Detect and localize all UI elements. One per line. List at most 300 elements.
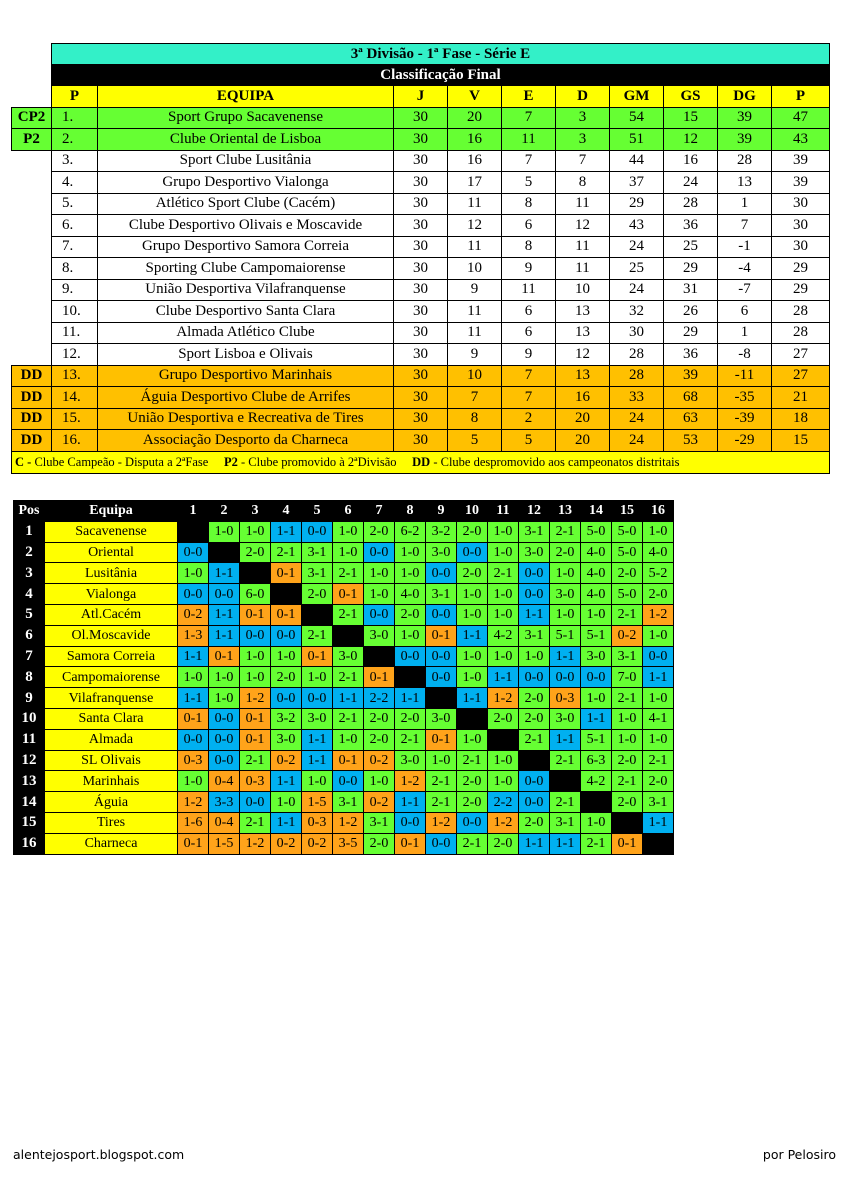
match-score: 4-1 xyxy=(643,708,674,729)
stat-played: 30 xyxy=(394,150,448,172)
team-name: União Desportiva e Recreativa de Tires xyxy=(98,408,394,430)
stat-wins: 9 xyxy=(448,344,502,366)
stat-goal-difference: 6 xyxy=(718,301,772,323)
match-score: 2-0 xyxy=(643,771,674,792)
standings-title: 3ª Divisão - 1ª Fase - Série E xyxy=(52,44,830,65)
results-row-number: 5 xyxy=(14,604,45,625)
match-score: 2-1 xyxy=(488,563,519,584)
results-column-header: 12 xyxy=(519,501,550,522)
match-score: 1-0 xyxy=(333,729,364,750)
stat-goals-for: 28 xyxy=(610,344,664,366)
stat-losses: 13 xyxy=(556,322,610,344)
stat-losses: 20 xyxy=(556,430,610,452)
match-score: 2-1 xyxy=(581,833,612,854)
match-score: 1-0 xyxy=(488,750,519,771)
results-row xyxy=(14,750,674,771)
stat-played: 30 xyxy=(394,236,448,258)
header-goals-against: GS xyxy=(664,86,718,108)
match-blank xyxy=(364,646,395,667)
match-score: 0-1 xyxy=(240,729,271,750)
match-score: 0-2 xyxy=(364,750,395,771)
match-score: 0-0 xyxy=(240,792,271,813)
stat-points: 21 xyxy=(772,387,830,409)
stat-goal-difference: 28 xyxy=(718,150,772,172)
results-team-name: Oriental xyxy=(45,542,178,563)
match-score: 4-0 xyxy=(581,584,612,605)
match-score: 3-0 xyxy=(302,708,333,729)
team-position: 8. xyxy=(52,258,98,280)
stat-wins: 8 xyxy=(448,408,502,430)
team-position: 13. xyxy=(52,365,98,387)
team-position: 4. xyxy=(52,172,98,194)
match-score: 1-1 xyxy=(457,688,488,709)
match-score: 1-0 xyxy=(395,563,426,584)
match-score: 1-0 xyxy=(612,729,643,750)
team-name: Grupo Desportivo Vialonga xyxy=(98,172,394,194)
match-score: 3-0 xyxy=(550,584,581,605)
match-score: 1-0 xyxy=(581,812,612,833)
results-row-number: 1 xyxy=(14,521,45,542)
stat-goals-for: 32 xyxy=(610,301,664,323)
match-score: 2-1 xyxy=(457,750,488,771)
match-score: 0-0 xyxy=(395,812,426,833)
stat-wins: 16 xyxy=(448,129,502,151)
match-blank xyxy=(333,625,364,646)
match-score: 2-0 xyxy=(519,688,550,709)
match-score: 5-0 xyxy=(612,542,643,563)
match-score: 0-1 xyxy=(240,604,271,625)
match-score: 1-2 xyxy=(240,688,271,709)
results-column-header: 8 xyxy=(395,501,426,522)
match-score: 3-0 xyxy=(550,708,581,729)
stat-points: 29 xyxy=(772,258,830,280)
match-score: 1-1 xyxy=(178,646,209,667)
results-row xyxy=(14,667,674,688)
stat-draws: 7 xyxy=(502,150,556,172)
standings-legend-row xyxy=(12,451,830,473)
match-score: 3-1 xyxy=(519,521,550,542)
match-score: 5-2 xyxy=(643,563,674,584)
match-score: 3-0 xyxy=(581,646,612,667)
match-score: 3-0 xyxy=(271,729,302,750)
results-column-header: 3 xyxy=(240,501,271,522)
stat-wins: 5 xyxy=(448,430,502,452)
match-score: 2-0 xyxy=(457,771,488,792)
stat-wins: 20 xyxy=(448,107,502,129)
stat-points: 29 xyxy=(772,279,830,301)
results-team-name: Santa Clara xyxy=(45,708,178,729)
match-score: 1-0 xyxy=(209,521,240,542)
results-column-header: 6 xyxy=(333,501,364,522)
stat-goal-difference: -39 xyxy=(718,408,772,430)
results-row xyxy=(14,688,674,709)
status-badge: DD xyxy=(12,430,52,452)
match-score: 2-1 xyxy=(519,729,550,750)
match-score: 1-2 xyxy=(426,812,457,833)
standings-row xyxy=(12,193,830,215)
match-score: 0-2 xyxy=(271,833,302,854)
match-score: 5-0 xyxy=(612,521,643,542)
stat-wins: 11 xyxy=(448,236,502,258)
match-score: 1-0 xyxy=(364,771,395,792)
stat-goals-for: 54 xyxy=(610,107,664,129)
legend-spacer xyxy=(208,455,224,469)
match-score: 0-0 xyxy=(302,521,333,542)
stat-wins: 10 xyxy=(448,365,502,387)
stat-draws: 5 xyxy=(502,430,556,452)
stat-losses: 3 xyxy=(556,129,610,151)
match-score: 2-0 xyxy=(643,584,674,605)
match-score: 2-1 xyxy=(550,750,581,771)
match-score: 1-1 xyxy=(271,521,302,542)
stat-played: 30 xyxy=(394,279,448,301)
team-position: 10. xyxy=(52,301,98,323)
match-score: 1-1 xyxy=(457,625,488,646)
match-score: 3-2 xyxy=(271,708,302,729)
match-score: 1-5 xyxy=(302,792,333,813)
match-blank xyxy=(240,563,271,584)
stat-goals-for: 25 xyxy=(610,258,664,280)
standings-row xyxy=(12,107,830,129)
stat-wins: 10 xyxy=(448,258,502,280)
stat-draws: 7 xyxy=(502,107,556,129)
match-score: 1-0 xyxy=(178,771,209,792)
results-team-name: Vialonga xyxy=(45,584,178,605)
match-score: 0-2 xyxy=(178,604,209,625)
match-score: 0-3 xyxy=(178,750,209,771)
stat-played: 30 xyxy=(394,322,448,344)
stat-goals-against: 68 xyxy=(664,387,718,409)
results-team-name: Tires xyxy=(45,812,178,833)
match-score: 0-0 xyxy=(209,750,240,771)
standings-row xyxy=(12,408,830,430)
stat-points: 39 xyxy=(772,172,830,194)
match-score: 2-0 xyxy=(302,584,333,605)
match-score: 1-0 xyxy=(457,667,488,688)
team-name: Clube Desportivo Santa Clara xyxy=(98,301,394,323)
match-score: 1-1 xyxy=(581,708,612,729)
match-score: 4-0 xyxy=(395,584,426,605)
stat-goals-for: 44 xyxy=(610,150,664,172)
match-score: 1-2 xyxy=(178,792,209,813)
stat-draws: 11 xyxy=(502,129,556,151)
stat-points: 27 xyxy=(772,365,830,387)
match-score: 0-0 xyxy=(519,792,550,813)
stat-goal-difference: 1 xyxy=(718,193,772,215)
match-score: 3-0 xyxy=(364,625,395,646)
stat-wins: 11 xyxy=(448,193,502,215)
team-name: Sport Clube Lusitânia xyxy=(98,150,394,172)
team-position: 9. xyxy=(52,279,98,301)
match-score: 1-1 xyxy=(643,667,674,688)
match-score: 1-1 xyxy=(643,812,674,833)
stat-goal-difference: -11 xyxy=(718,365,772,387)
stat-goals-against: 63 xyxy=(664,408,718,430)
stat-points: 28 xyxy=(772,322,830,344)
stat-draws: 6 xyxy=(502,301,556,323)
match-score: 2-1 xyxy=(643,750,674,771)
match-score: 2-0 xyxy=(457,521,488,542)
match-score: 0-3 xyxy=(240,771,271,792)
match-score: 6-2 xyxy=(395,521,426,542)
match-score: 1-1 xyxy=(333,688,364,709)
match-score: 1-0 xyxy=(643,521,674,542)
team-name: Grupo Desportivo Marinhais xyxy=(98,365,394,387)
match-score: 1-0 xyxy=(302,771,333,792)
results-team-name: Lusitânia xyxy=(45,563,178,584)
stat-goals-against: 53 xyxy=(664,430,718,452)
stat-goals-against: 29 xyxy=(664,258,718,280)
stat-played: 30 xyxy=(394,344,448,366)
legend-code: DD xyxy=(412,454,431,469)
standings-subtitle: Classificação Final xyxy=(52,65,830,86)
match-score: 0-2 xyxy=(364,792,395,813)
match-score: 3-1 xyxy=(302,542,333,563)
stat-goals-for: 51 xyxy=(610,129,664,151)
match-score: 0-0 xyxy=(643,646,674,667)
stat-draws: 7 xyxy=(502,387,556,409)
match-score: 2-0 xyxy=(488,708,519,729)
match-blank xyxy=(488,729,519,750)
match-blank xyxy=(395,667,426,688)
results-row xyxy=(14,833,674,854)
stat-draws: 9 xyxy=(502,344,556,366)
stat-draws: 7 xyxy=(502,365,556,387)
stat-losses: 10 xyxy=(556,279,610,301)
match-score: 2-1 xyxy=(395,729,426,750)
results-row xyxy=(14,521,674,542)
stat-goal-difference: -35 xyxy=(718,387,772,409)
legend-code: C - xyxy=(15,454,32,469)
footer-site: alentejosport.blogspot.com xyxy=(13,1147,185,1162)
match-score: 0-1 xyxy=(333,584,364,605)
results-header-pos: Pos xyxy=(14,501,45,522)
team-position: 3. xyxy=(52,150,98,172)
match-score: 0-0 xyxy=(302,688,333,709)
stat-goal-difference: -29 xyxy=(718,430,772,452)
status-badge-empty xyxy=(12,279,52,301)
match-score: 1-1 xyxy=(271,771,302,792)
status-badge-empty xyxy=(12,258,52,280)
match-score: 0-1 xyxy=(426,729,457,750)
match-score: 6-0 xyxy=(240,584,271,605)
results-row xyxy=(14,792,674,813)
status-badge: CP2 xyxy=(12,107,52,129)
match-score: 1-0 xyxy=(395,625,426,646)
match-score: 2-1 xyxy=(240,812,271,833)
stat-goal-difference: 13 xyxy=(718,172,772,194)
match-score: 2-1 xyxy=(333,563,364,584)
status-badge: P2 xyxy=(12,129,52,151)
stat-wins: 16 xyxy=(448,150,502,172)
team-name: Sport Grupo Sacavenense xyxy=(98,107,394,129)
status-badge-empty xyxy=(12,193,52,215)
match-score: 2-1 xyxy=(333,708,364,729)
match-score: 5-1 xyxy=(581,729,612,750)
match-score: 2-0 xyxy=(457,792,488,813)
results-row-number: 13 xyxy=(14,771,45,792)
match-score: 4-0 xyxy=(581,563,612,584)
stat-goals-against: 24 xyxy=(664,172,718,194)
match-score: 1-0 xyxy=(240,521,271,542)
match-score: 2-0 xyxy=(364,708,395,729)
status-badge-empty xyxy=(12,344,52,366)
match-score: 1-1 xyxy=(178,688,209,709)
status-badge-empty xyxy=(12,301,52,323)
stat-goals-for: 29 xyxy=(610,193,664,215)
stat-goal-difference: 7 xyxy=(718,215,772,237)
match-score: 1-0 xyxy=(457,646,488,667)
stat-played: 30 xyxy=(394,387,448,409)
match-blank xyxy=(519,750,550,771)
match-score: 0-3 xyxy=(302,812,333,833)
header-losses: D xyxy=(556,86,610,108)
results-column-header: 5 xyxy=(302,501,333,522)
team-position: 14. xyxy=(52,387,98,409)
results-team-name: Marinhais xyxy=(45,771,178,792)
stat-goals-for: 24 xyxy=(610,408,664,430)
results-row-number: 2 xyxy=(14,542,45,563)
team-name: Atlético Sport Clube (Cacém) xyxy=(98,193,394,215)
match-score: 0-0 xyxy=(519,584,550,605)
team-position: 11. xyxy=(52,322,98,344)
stat-draws: 9 xyxy=(502,258,556,280)
match-score: 0-0 xyxy=(457,812,488,833)
match-score: 5-0 xyxy=(581,521,612,542)
stat-draws: 6 xyxy=(502,322,556,344)
match-score: 0-2 xyxy=(271,750,302,771)
standings-row xyxy=(12,172,830,194)
match-score: 0-0 xyxy=(209,708,240,729)
team-name: Sport Lisboa e Olivais xyxy=(98,344,394,366)
stat-points: 30 xyxy=(772,236,830,258)
results-matrix xyxy=(13,500,674,855)
team-name: Grupo Desportivo Samora Correia xyxy=(98,236,394,258)
results-column-header: 10 xyxy=(457,501,488,522)
results-row-number: 4 xyxy=(14,584,45,605)
match-score: 3-1 xyxy=(612,646,643,667)
stat-goals-against: 26 xyxy=(664,301,718,323)
match-score: 1-2 xyxy=(643,604,674,625)
stat-goals-for: 33 xyxy=(610,387,664,409)
match-score: 5-0 xyxy=(612,584,643,605)
standings-row xyxy=(12,387,830,409)
stat-played: 30 xyxy=(394,301,448,323)
stat-draws: 6 xyxy=(502,215,556,237)
stat-goal-difference: 1 xyxy=(718,322,772,344)
match-score: 1-2 xyxy=(240,833,271,854)
match-score: 1-0 xyxy=(209,688,240,709)
stat-draws: 2 xyxy=(502,408,556,430)
match-score: 1-0 xyxy=(488,646,519,667)
match-score: 0-1 xyxy=(178,833,209,854)
match-score: 2-0 xyxy=(519,708,550,729)
match-score: 1-0 xyxy=(581,688,612,709)
match-score: 1-0 xyxy=(643,729,674,750)
standings-row xyxy=(12,322,830,344)
header-goal-difference: DG xyxy=(718,86,772,108)
match-score: 2-2 xyxy=(488,792,519,813)
standings-row xyxy=(12,215,830,237)
match-score: 0-0 xyxy=(426,833,457,854)
match-score: 5-1 xyxy=(581,625,612,646)
stat-goals-for: 43 xyxy=(610,215,664,237)
match-score: 1-0 xyxy=(364,563,395,584)
stat-losses: 8 xyxy=(556,172,610,194)
match-score: 3-0 xyxy=(519,542,550,563)
match-score: 0-0 xyxy=(209,729,240,750)
match-score: 0-1 xyxy=(302,646,333,667)
stat-losses: 16 xyxy=(556,387,610,409)
team-position: 12. xyxy=(52,344,98,366)
stat-points: 28 xyxy=(772,301,830,323)
match-score: 2-0 xyxy=(364,521,395,542)
stat-points: 43 xyxy=(772,129,830,151)
match-score: 0-0 xyxy=(519,771,550,792)
match-blank xyxy=(612,812,643,833)
stat-played: 30 xyxy=(394,107,448,129)
stat-losses: 20 xyxy=(556,408,610,430)
match-score: 3-1 xyxy=(364,812,395,833)
match-score: 3-1 xyxy=(426,584,457,605)
match-score: 4-0 xyxy=(643,542,674,563)
standings-row xyxy=(12,236,830,258)
match-score: 0-0 xyxy=(519,563,550,584)
status-badge: DD xyxy=(12,408,52,430)
stat-goals-against: 16 xyxy=(664,150,718,172)
results-column-header: 14 xyxy=(581,501,612,522)
match-score: 2-1 xyxy=(426,792,457,813)
results-column-header: 16 xyxy=(643,501,674,522)
standings-row xyxy=(12,344,830,366)
stat-losses: 11 xyxy=(556,193,610,215)
match-score: 1-0 xyxy=(240,646,271,667)
match-score: 7-0 xyxy=(612,667,643,688)
results-row xyxy=(14,625,674,646)
team-name: Sporting Clube Campomaiorense xyxy=(98,258,394,280)
stat-goals-against: 36 xyxy=(664,215,718,237)
match-score: 2-0 xyxy=(612,563,643,584)
results-row-number: 11 xyxy=(14,729,45,750)
match-score: 0-0 xyxy=(426,667,457,688)
match-score: 3-1 xyxy=(643,792,674,813)
match-score: 1-0 xyxy=(457,604,488,625)
match-score: 1-0 xyxy=(178,667,209,688)
team-name: Águia Desportivo Clube de Arrifes xyxy=(98,387,394,409)
match-score: 2-1 xyxy=(550,521,581,542)
match-score: 3-3 xyxy=(209,792,240,813)
header-played: J xyxy=(394,86,448,108)
results-row-number: 16 xyxy=(14,833,45,854)
results-column-header: 4 xyxy=(271,501,302,522)
legend-text: Clube Campeão - Disputa a 2ªFase xyxy=(31,454,209,469)
stat-points: 18 xyxy=(772,408,830,430)
match-score: 0-1 xyxy=(395,833,426,854)
match-score: 3-0 xyxy=(426,708,457,729)
legend-text: - Clube despromovido aos campeonatos distritais xyxy=(430,454,680,469)
match-score: 0-1 xyxy=(612,833,643,854)
team-position: 1. xyxy=(52,107,98,129)
match-score: 2-0 xyxy=(364,833,395,854)
match-score: 0-1 xyxy=(271,563,302,584)
match-score: 2-1 xyxy=(612,771,643,792)
match-score: 0-0 xyxy=(395,646,426,667)
results-header-team: Equipa xyxy=(45,501,178,522)
match-score: 0-0 xyxy=(209,584,240,605)
match-score: 3-1 xyxy=(302,563,333,584)
team-position: 2. xyxy=(52,129,98,151)
team-name: Clube Desportivo Olivais e Moscavide xyxy=(98,215,394,237)
